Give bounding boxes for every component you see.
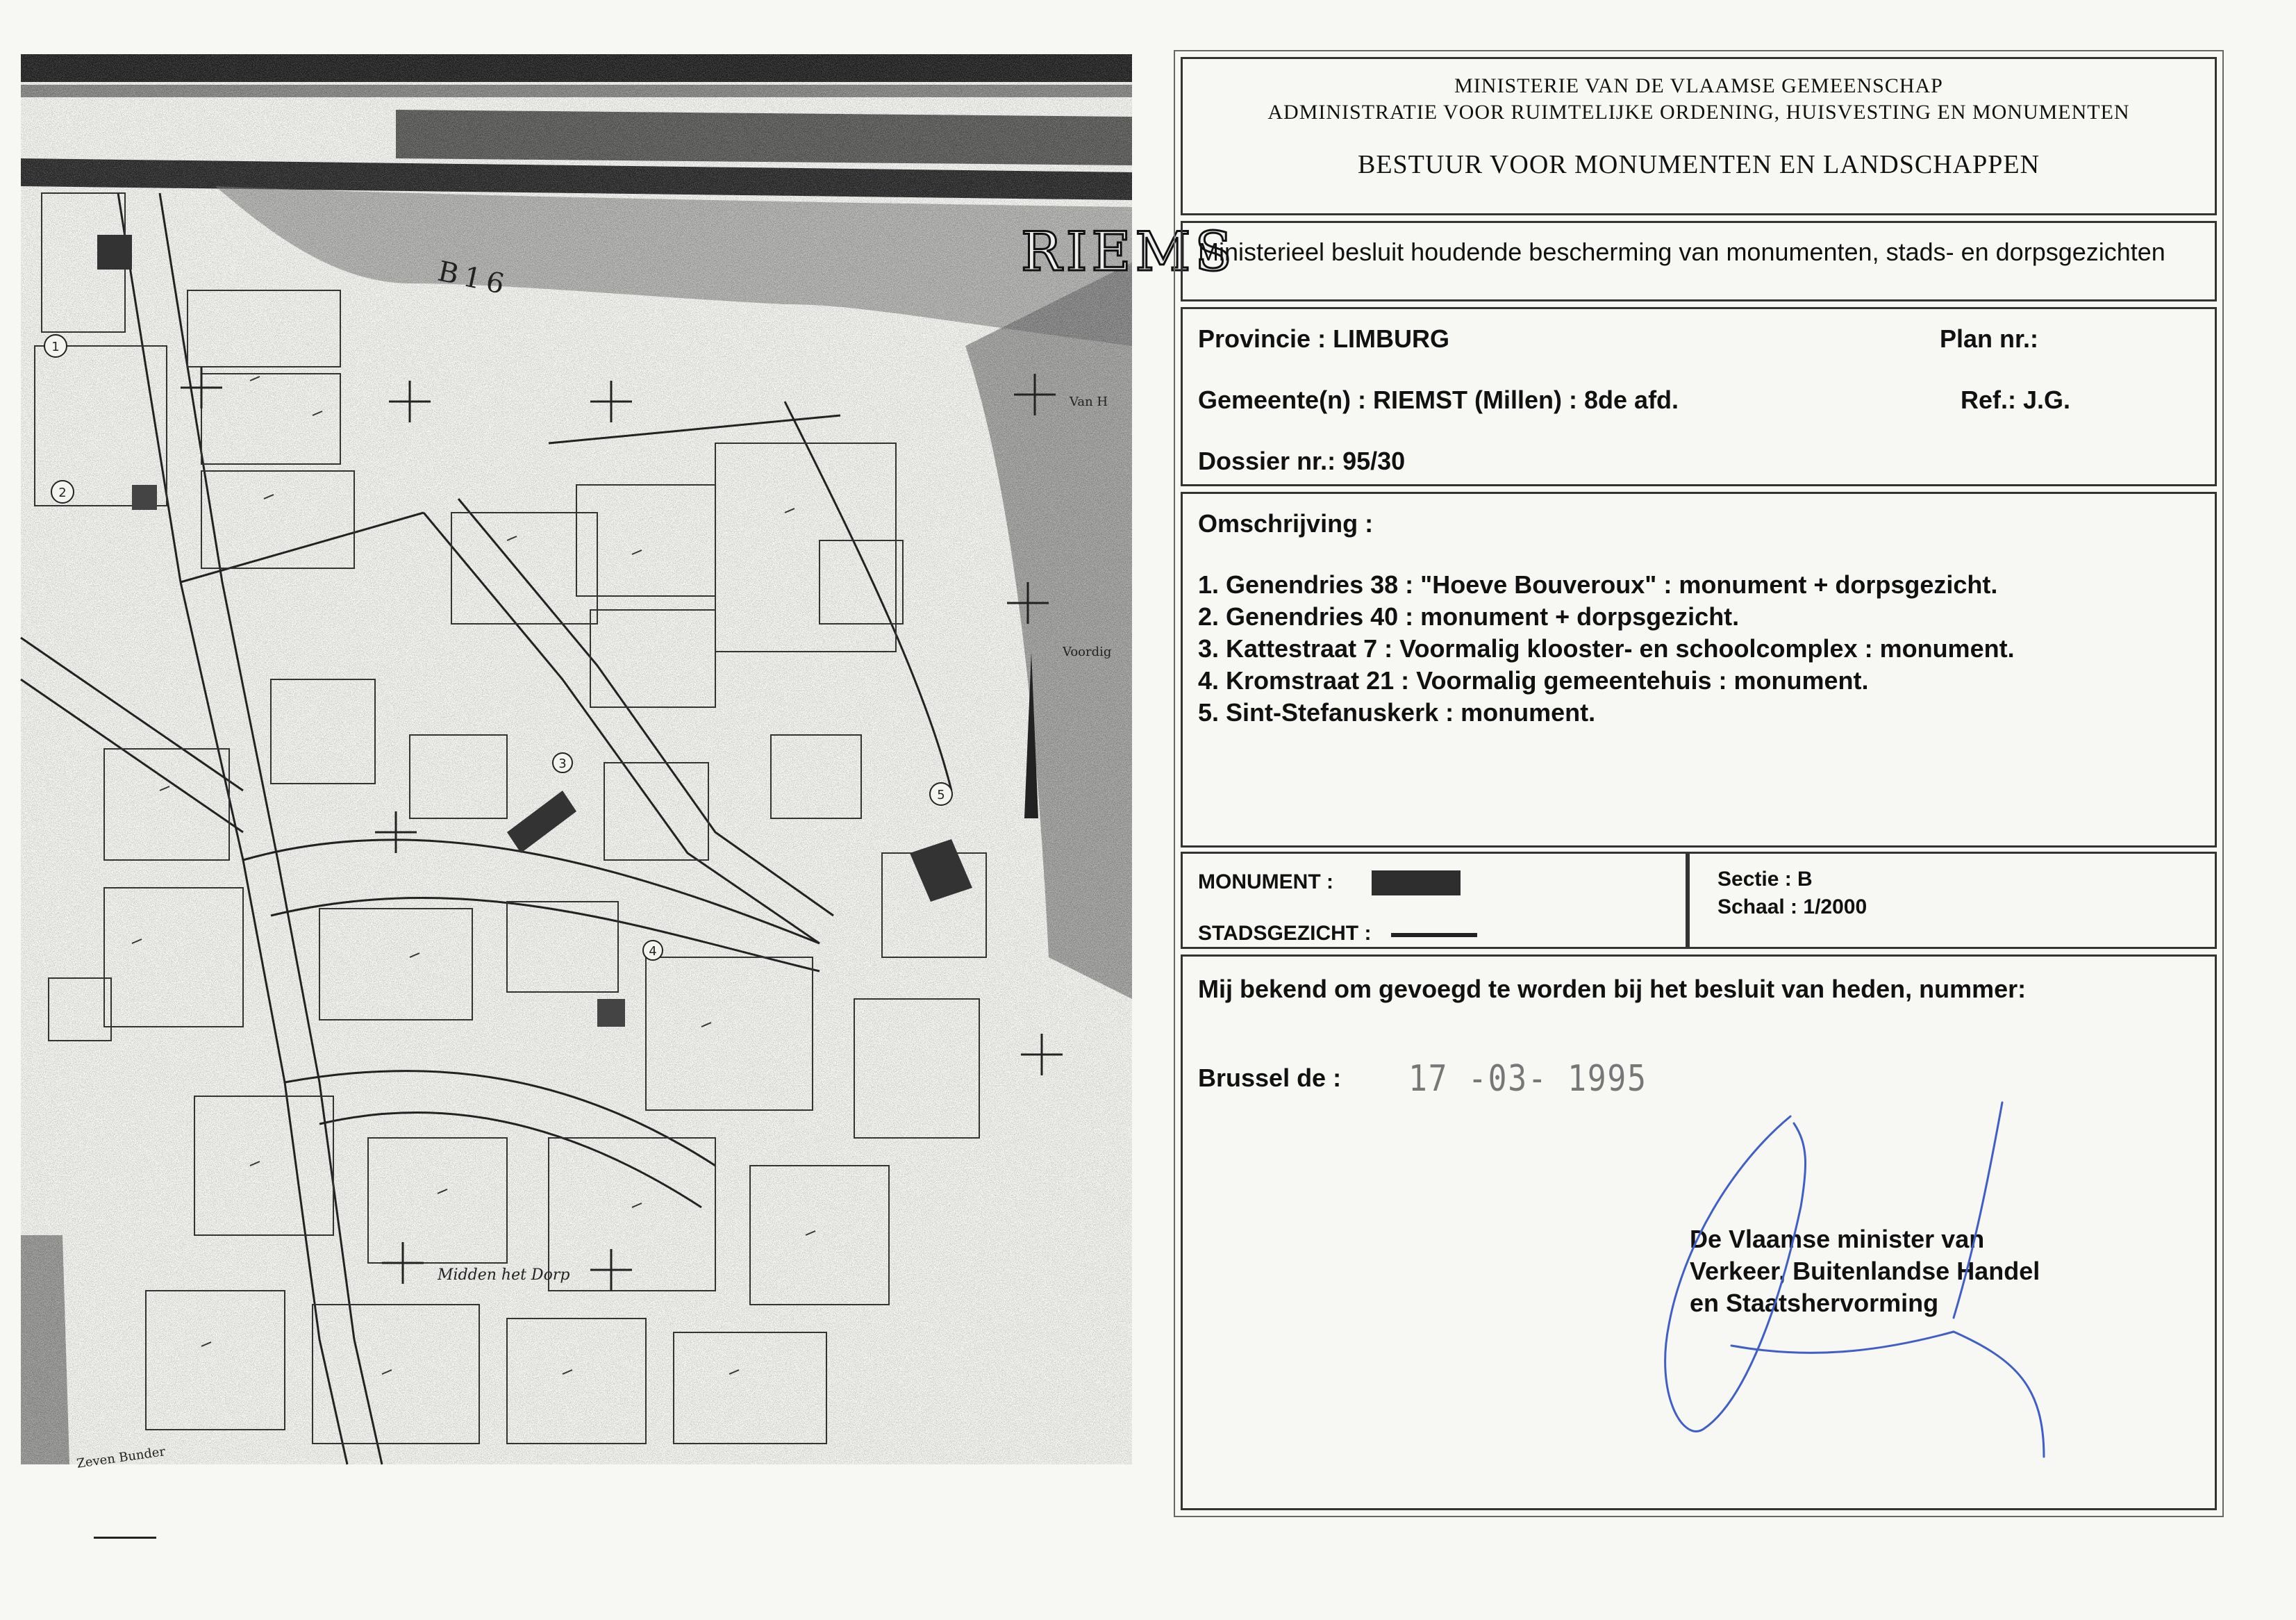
section-box xyxy=(1688,852,2217,949)
gemeente: Gemeente(n) : RIEMST (Millen) : 8de afd. xyxy=(1198,386,1679,414)
brussel-label: Brussel de : xyxy=(1198,1064,1342,1092)
date-stamp: 17 -03- 1995 xyxy=(1408,1058,1647,1100)
stadsgezicht-line xyxy=(1391,933,1477,937)
map-label-riems: RIEMS xyxy=(1021,221,1236,283)
map-number-2: 2 xyxy=(58,486,67,500)
handwritten-signature xyxy=(1627,1096,2099,1485)
decree-title-box xyxy=(1181,221,2217,301)
map-label-road: B16 xyxy=(435,255,513,302)
map-label-street: Van H xyxy=(1070,395,1108,409)
stadsgezicht-label: STADSGEZICHT : xyxy=(1198,922,1372,945)
minister-line: De Vlaamse minister van xyxy=(1690,1225,1985,1253)
reference: Ref.: J.G. xyxy=(1961,386,2071,414)
dossier-number: Dossier nr.: 95/30 xyxy=(1198,447,1406,475)
list-item: 2. Genendries 40 : monument + dorpsgezicht. xyxy=(1198,602,1740,631)
description-box xyxy=(1181,492,2217,848)
map-number-4: 4 xyxy=(649,944,657,959)
list-item: 4. Kromstraat 21 : Voormalig gemeentehuis : monument. xyxy=(1198,666,1869,695)
sectie: Sectie : B xyxy=(1717,868,1813,891)
department-name: BESTUUR VOOR MONUMENTEN EN LANDSCHAPPEN xyxy=(1357,150,2040,179)
map-label-place: Zeven Bunder xyxy=(76,1444,167,1471)
schaal: Schaal : 1/2000 xyxy=(1717,895,1867,918)
pen-mark xyxy=(94,1537,156,1539)
signature-box xyxy=(1181,954,2217,1510)
minister-line: en Staatshervorming xyxy=(1690,1289,1939,1317)
decree-title: Ministerieel besluit houdende bescherming van monumenten, stads- en dorpsgezichten xyxy=(1198,238,2165,266)
ministry-header xyxy=(1181,57,2217,215)
provincie: Provincie : LIMBURG xyxy=(1198,324,1450,353)
legend-box xyxy=(1181,852,1688,949)
list-item: 5. Sint-Stefanuskerk : monument. xyxy=(1198,698,1596,727)
map-number-1: 1 xyxy=(51,340,60,354)
description-list xyxy=(1198,569,2015,729)
description-heading: Omschrijving : xyxy=(1198,509,1374,538)
map-label-street: Voordig xyxy=(1063,645,1112,659)
cadastral-map xyxy=(21,54,1236,1471)
map-drawing xyxy=(21,54,1132,1464)
map-number-3: 3 xyxy=(558,757,567,771)
administration-name: ADMINISTRATIE VOOR RUIMTELIJKE ORDENING, HUISVESTING EN MONUMENTEN xyxy=(1267,101,2130,124)
info-box xyxy=(1181,307,2217,486)
monument-label: MONUMENT : xyxy=(1198,870,1333,893)
list-item: 3. Kattestraat 7 : Voormalig klooster- en schoolcomplex : monument. xyxy=(1198,634,2015,663)
map-number-5: 5 xyxy=(937,788,945,802)
minister-line: Verkeer, Buitenlandse Handel xyxy=(1690,1257,2040,1285)
ministry-name: MINISTERIE VAN DE VLAAMSE GEMEENSCHAP xyxy=(1454,74,1943,97)
map-label-place: Midden het Dorp xyxy=(438,1266,570,1284)
plan-number: Plan nr.: xyxy=(1940,324,2039,353)
list-item: 1. Genendries 38 : "Hoeve Bouveroux" : monument + dorpsgezicht. xyxy=(1198,570,1998,599)
acknowledgement-text: Mij bekend om gevoegd te worden bij het besluit van heden, nummer: xyxy=(1198,975,2027,1003)
monument-swatch xyxy=(1372,870,1461,895)
